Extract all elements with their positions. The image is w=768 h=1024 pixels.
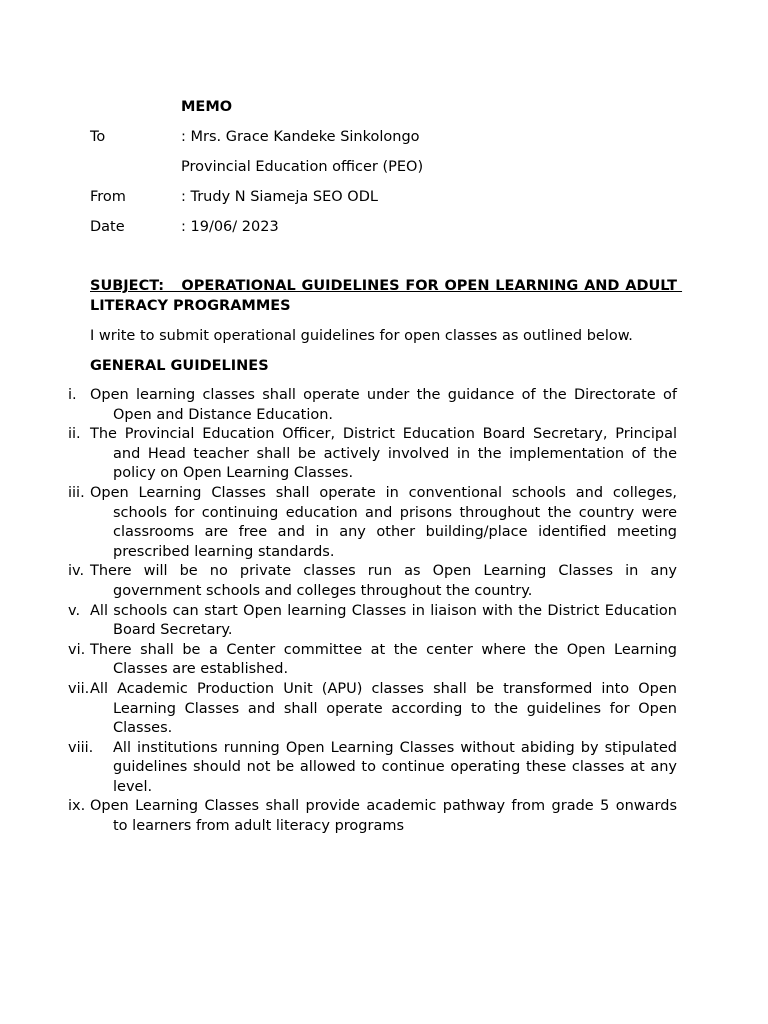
- guideline-item: [68, 680, 677, 739]
- subject-line: [90, 276, 683, 316]
- to-role: Provincial Education officer (PEO): [181, 159, 424, 175]
- guideline-text: There will be no private classes run as Open Learning Classes in any government schools and colleges throughout the country.: [90, 563, 677, 599]
- guideline-text: The Provincial Education Officer, District Education Board Secretary, Principal and Head teacher shall be actively involved in the implementation of the policy on Open Learning Classes.: [90, 426, 677, 482]
- guideline-text: All Academic Production Unit (APU) classes shall be transformed into Open Learning Classes and shall operate according to the guidelines for Open Classes.: [90, 680, 677, 737]
- guideline-number: ii.: [68, 426, 81, 443]
- guideline-item: [68, 562, 677, 601]
- intro-text: I write to submit operational guidelines for open classes as outlined below.: [90, 328, 633, 344]
- guideline-number: iv.: [68, 563, 85, 580]
- subject-rest: LITERACY PROGRAMMES: [90, 298, 291, 314]
- guideline-text: Open learning classes shall operate under the guidance of the Directorate of Open and Distance Education.: [90, 387, 677, 423]
- guideline-number: iii.: [68, 484, 85, 501]
- guideline-item: [68, 602, 677, 641]
- guideline-item: [68, 739, 677, 798]
- from-row: [90, 187, 690, 207]
- guideline-item: [68, 797, 677, 836]
- date-row: [90, 217, 690, 237]
- guideline-number: vii.: [68, 680, 90, 697]
- general-guidelines-heading: GENERAL GUIDELINES: [90, 358, 269, 374]
- from-value: : Trudy N Siameja SEO ODL: [181, 189, 378, 205]
- guideline-text: Open Learning Classes shall operate in conventional schools and colleges, schools for continuing education and prisons throughout the country were classrooms are free and in any other building/place identified meeting prescribed learning standards.: [90, 484, 677, 560]
- guideline-text: There shall be a Center committee at the center where the Open Learning Classes are established.: [90, 641, 677, 678]
- guideline-text: Open Learning Classes shall provide academic pathway from grade 5 onwards to learners from adult literacy programs: [90, 798, 677, 835]
- to-value: : Mrs. Grace Kandeke Sinkolongo: [181, 129, 420, 145]
- guideline-number: viii.: [68, 739, 94, 756]
- guideline-item: [68, 386, 677, 425]
- to-role-row: [90, 157, 690, 177]
- guideline-number: i.: [68, 387, 77, 403]
- guideline-text: All schools can start Open learning Classes in liaison with the District Education Board Secretary.: [90, 602, 677, 639]
- memo-title: MEMO: [181, 99, 233, 115]
- date-value: : 19/06/ 2023: [181, 219, 279, 235]
- to-label: To: [90, 129, 106, 145]
- guideline-number: v.: [68, 602, 81, 619]
- guideline-item: [68, 641, 677, 680]
- guideline-item: [68, 425, 677, 484]
- guidelines-list: [68, 386, 677, 837]
- guideline-number: vi.: [68, 641, 86, 658]
- to-row: [90, 127, 690, 147]
- guideline-text: All institutions running Open Learning Classes without abiding by stipulated guidelines should not be allowed to continue operating these classes at any level.: [113, 739, 677, 795]
- guideline-item: [68, 484, 677, 562]
- guideline-number: ix.: [68, 798, 86, 815]
- subject-underlined: SUBJECT: OPERATIONAL GUIDELINES FOR OPEN LEARNING AND ADULT: [90, 278, 683, 294]
- date-label: Date: [90, 219, 125, 235]
- from-label: From: [90, 189, 126, 205]
